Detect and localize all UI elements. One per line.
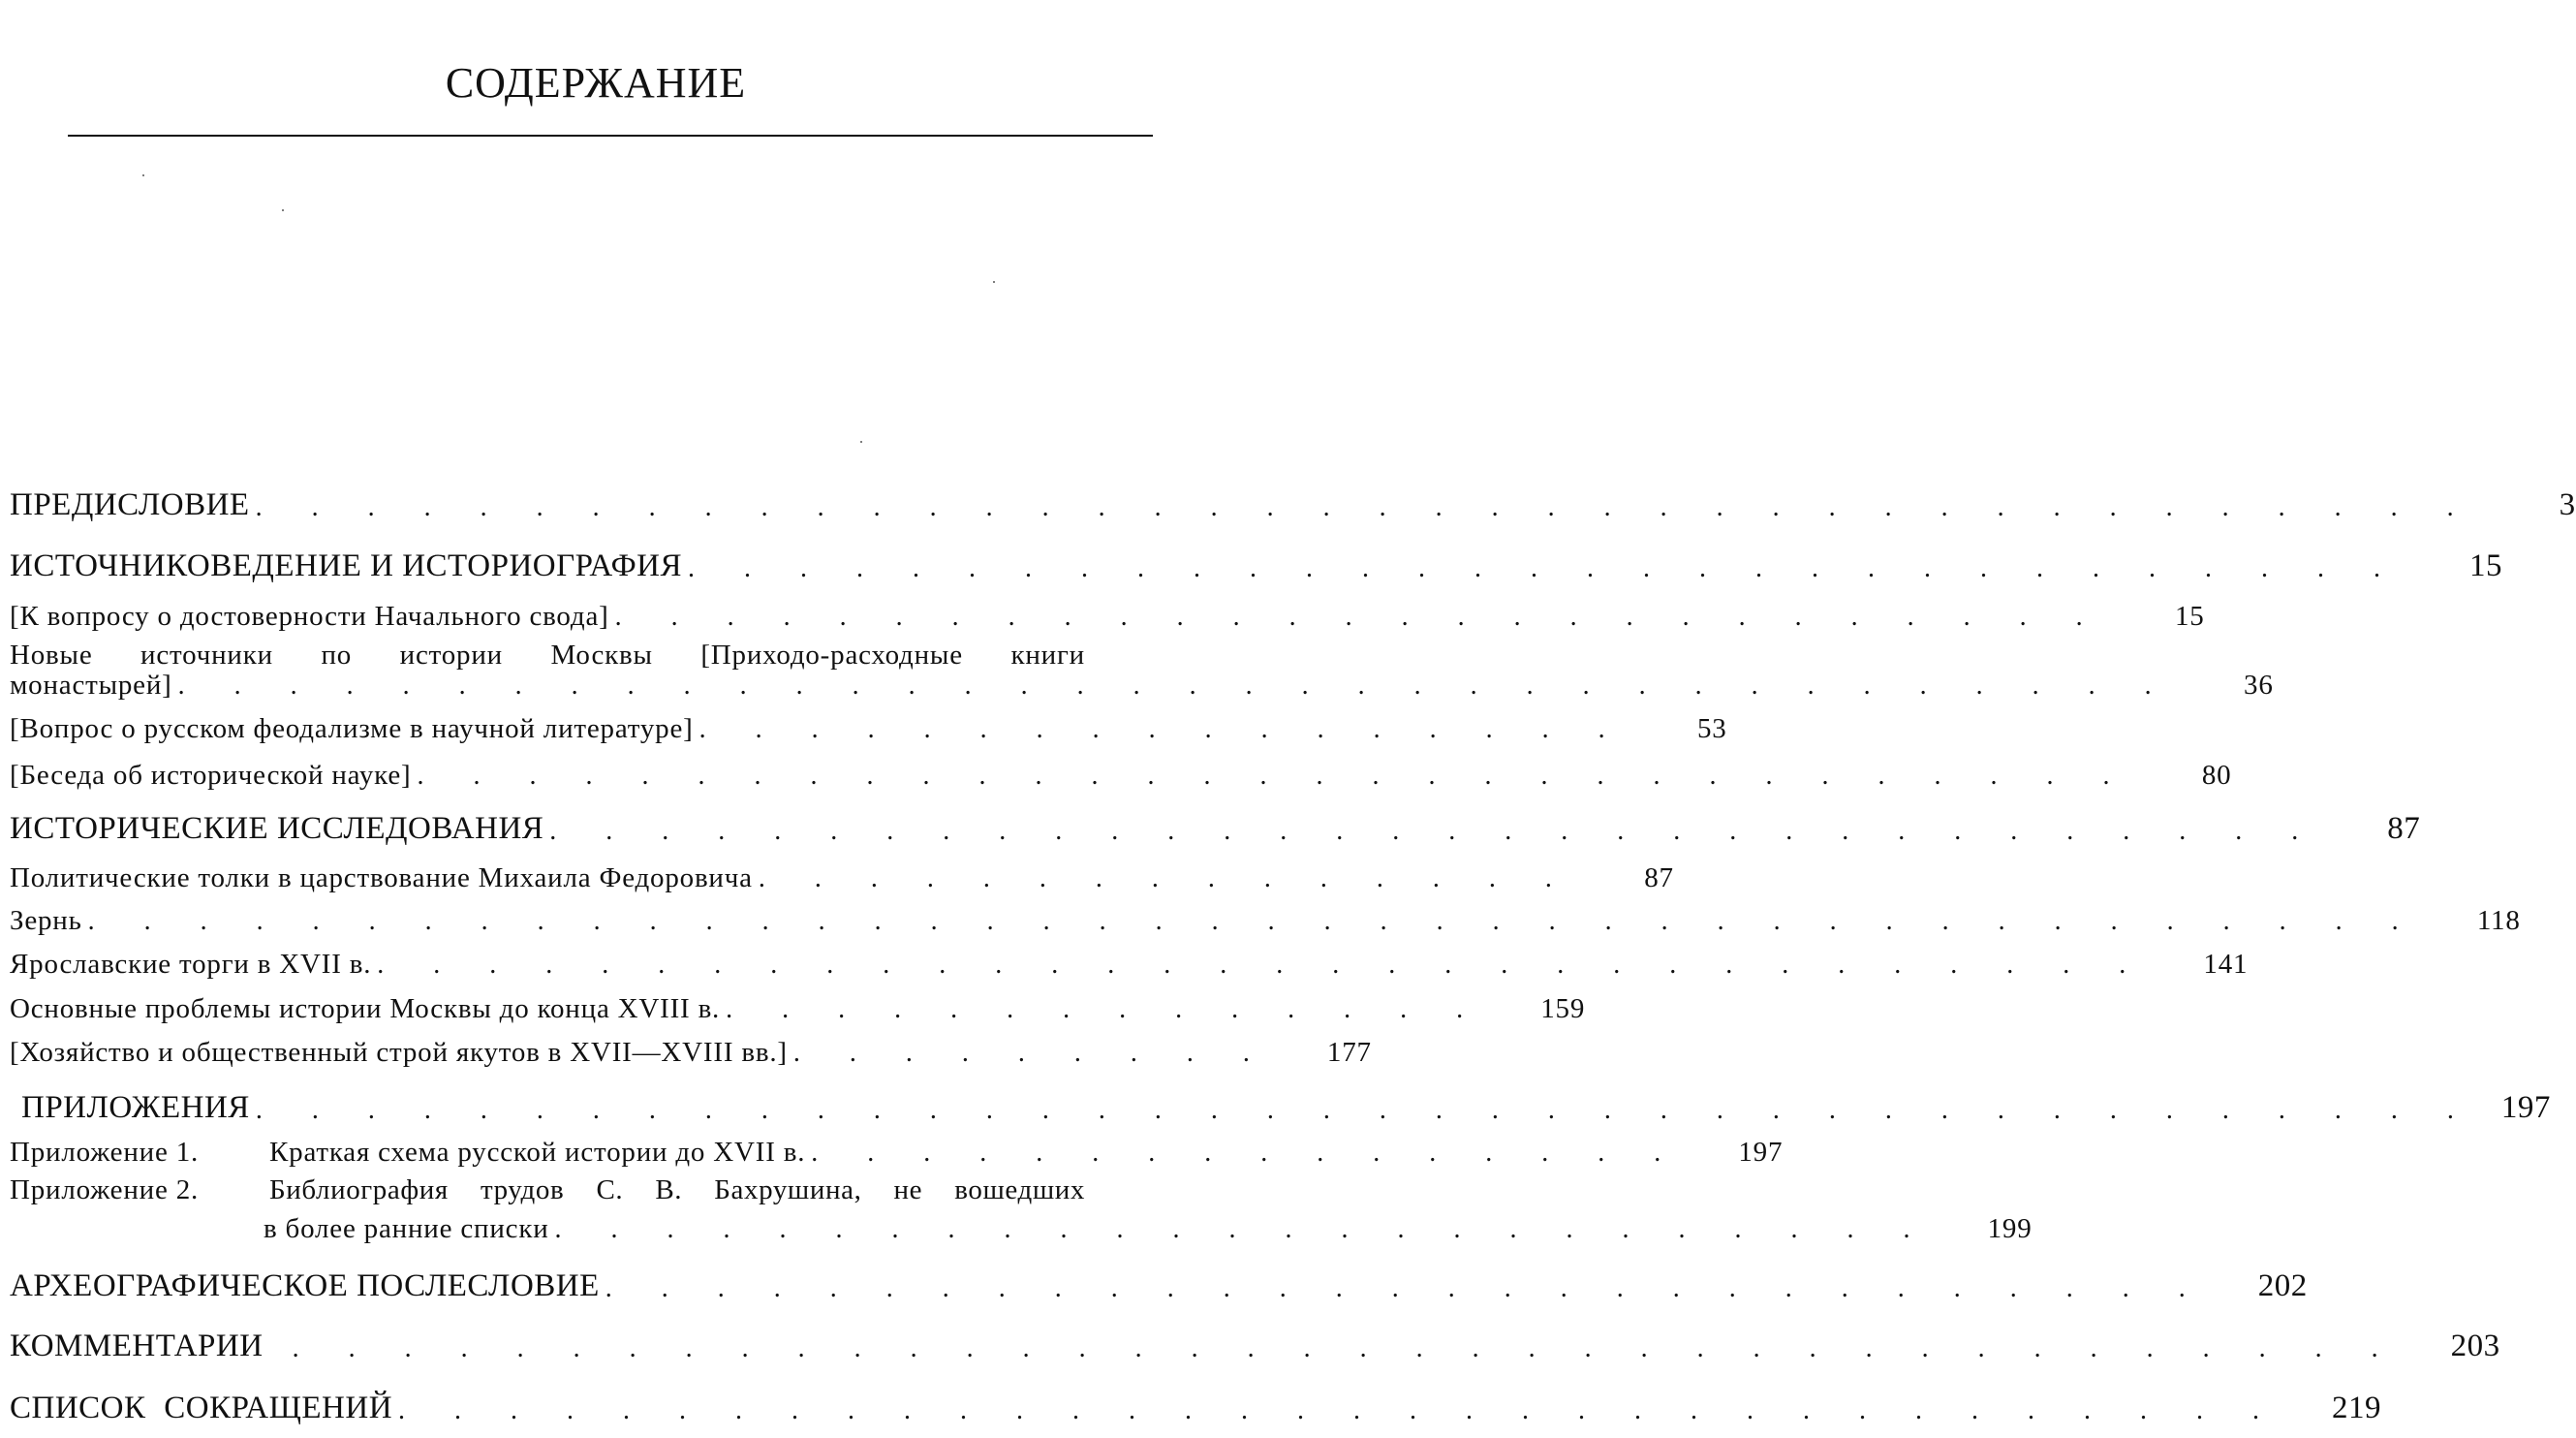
toc-entry-title: СПИСОК СОКРАЩЕНИЙ xyxy=(10,1391,393,1425)
toc-section-title: ИСТОРИЧЕСКИЕ ИССЛЕДОВАНИЯ xyxy=(10,811,544,846)
toc-entry-title-line1: Библиография трудов С. В. Бахрушина, не вошедших xyxy=(269,1174,1085,1205)
toc-page-number: 87 xyxy=(1644,862,1674,893)
toc-entry[interactable] xyxy=(10,594,2205,633)
toc-page-number: 3 xyxy=(2559,487,2576,522)
dot-leader: . . . . . . . . . . . . . . . . . . . . . . . . . . . . . . . . . . . . . . . . xyxy=(255,492,2475,522)
toc-page-number: 15 xyxy=(2174,601,2205,632)
toc-entry-title: Основные проблемы истории Москвы до конца XVIII в. xyxy=(10,993,721,1024)
toc-entry-title: [К вопросу о достоверности Начального свода] xyxy=(10,601,609,632)
toc-page-number: 199 xyxy=(1987,1213,2033,1244)
dot-leader: . . . . . . . . . . . . . . . . . . . . . . . . . . . . . . . . xyxy=(377,950,2148,980)
toc-entry[interactable] xyxy=(10,942,2249,981)
toc-section-historical-research[interactable] xyxy=(10,808,2421,847)
toc-page-number: 197 xyxy=(2500,1090,2551,1125)
dot-leader: . . . . . . . . . . . . . . . xyxy=(758,863,1573,893)
toc-entry-title: [Хозяйство и общественный строй якутов в XVII—XVIII вв.] xyxy=(10,1037,788,1068)
toc-entry-abbreviations[interactable] xyxy=(10,1388,2382,1426)
toc-page-number: 177 xyxy=(1326,1037,1372,1068)
dot-leader: . . . . . . . . . . . . . . . . . . . . . . . . . . . . . . . . . . . . . . . . . . xyxy=(87,906,2420,936)
toc-page-number: 15 xyxy=(2468,548,2502,583)
dot-leader: . . . . . . . . . . . . . . . . . . . . . . . . . . . xyxy=(614,602,2104,632)
toc-entry-title: [Беседа об исторической науке] xyxy=(10,760,412,791)
dot-leader: . . . . . . . . . . . . . . . . . . . . . . . . . . . . . . . . . . . . . . . . xyxy=(255,1095,2475,1125)
dot-leader: . . . . . . . . . . . . . . . . xyxy=(811,1138,1683,1168)
toc-entry-preface[interactable] xyxy=(10,485,2576,523)
toc-page-number: 80 xyxy=(2201,760,2232,791)
toc-entry[interactable] xyxy=(10,753,2232,792)
toc-section-title: ПРИЛОЖЕНИЯ xyxy=(21,1090,250,1125)
toc-entry[interactable] xyxy=(10,856,1674,894)
toc-entry-title-line2: в более ранние списки xyxy=(264,1213,549,1244)
toc-entry[interactable] xyxy=(10,706,1727,745)
toc-entry[interactable] xyxy=(10,663,2274,702)
toc-page-number: 159 xyxy=(1540,993,1586,1024)
dot-leader: . . . . . . . . . xyxy=(792,1038,1271,1068)
toc-entry-title-line1: Новые источники по истории Москвы [Приходо-расходные книги xyxy=(10,640,1085,671)
appendix-label: Приложение 1. xyxy=(10,1137,200,1168)
toc-page-number: 219 xyxy=(2332,1391,2382,1425)
toc-page-number: 203 xyxy=(2450,1329,2500,1363)
dot-leader: . . . . . . . . . . . . . . . . . . . . . . . . . . . . . . . xyxy=(417,761,2131,791)
toc-entry[interactable] xyxy=(10,1030,1372,1069)
toc-section-title: ИСТОЧНИКОВЕДЕНИЕ И ИСТОРИОГРАФИЯ xyxy=(10,548,682,583)
toc-page-number: 36 xyxy=(2244,670,2274,701)
toc-entry[interactable] xyxy=(10,1130,1784,1169)
appendix-label: Приложение 2. xyxy=(10,1174,200,1205)
toc-entry-title: ПРЕДИСЛОВИЕ xyxy=(10,487,250,522)
toc-page-number: 53 xyxy=(1696,713,1727,744)
toc-entry-title: Политические толки в царствование Михаила Федоровича xyxy=(10,862,753,893)
toc-entry-title-line2: монастырей] xyxy=(10,670,172,701)
toc-entry-title: Краткая схема русской истории до XVII в. xyxy=(269,1137,806,1168)
toc-entry[interactable] xyxy=(10,898,2521,937)
toc-page-number: 202 xyxy=(2257,1268,2308,1303)
toc-entry-commentary[interactable] xyxy=(10,1326,2500,1364)
toc-page-number: 141 xyxy=(2203,949,2249,980)
toc-section-appendices[interactable] xyxy=(10,1087,2551,1126)
page-title: СОДЕРЖАНИЕ xyxy=(445,59,747,107)
toc-entry-title: АРХЕОГРАФИЧЕСКОЕ ПОСЛЕСЛОВИЕ xyxy=(10,1268,600,1303)
toc-page-number: 197 xyxy=(1738,1137,1784,1168)
toc-entry-title: КОММЕНТАРИИ xyxy=(10,1329,264,1363)
toc-entry[interactable] xyxy=(10,986,1586,1025)
toc-page-number: 87 xyxy=(2387,811,2421,846)
toc-entry-afterword[interactable] xyxy=(10,1266,2308,1304)
dot-leader: . . . . . . . . . . . . . . . . . . . . . . . . . . . . . . . . . . . . . . xyxy=(292,1333,2400,1363)
toc-entry[interactable] xyxy=(264,1206,2033,1245)
dot-leader: . . . . . . . . . . . . . . xyxy=(726,994,1485,1024)
dot-leader: . . . . . . . . . . . . . . . . . . . . . . . . . . . . . . . xyxy=(687,553,2402,583)
dot-leader: . . . . . . . . . . . . . . . . . xyxy=(698,714,1627,744)
toc-entry-title: [Вопрос о русском феодализме в научной литературе] xyxy=(10,713,694,744)
toc-section-source-studies[interactable] xyxy=(10,546,2502,584)
dot-leader: . . . . . . . . . . . . . . . . . . . . . . . . . . . . . . . . . . . . xyxy=(177,671,2173,701)
dot-leader: . . . . . . . . . . . . . . . . . . . . . . . . . . . . . . . . . . xyxy=(398,1395,2281,1425)
toc-page-number: 118 xyxy=(2476,905,2521,936)
dot-leader: . . . . . . . . . . . . . . . . . . . . . . . . . . . . . . . . xyxy=(549,816,2320,846)
toc-entry-title: Ярославские торги в XVII в. xyxy=(10,949,372,980)
dot-leader: . . . . . . . . . . . . . . . . . . . . . . . . . . . . . xyxy=(605,1273,2207,1303)
dot-leader: . . . . . . . . . . . . . . . . . . . . . . . . . xyxy=(554,1214,1932,1244)
toc-entry-title: Зернь xyxy=(10,905,82,936)
